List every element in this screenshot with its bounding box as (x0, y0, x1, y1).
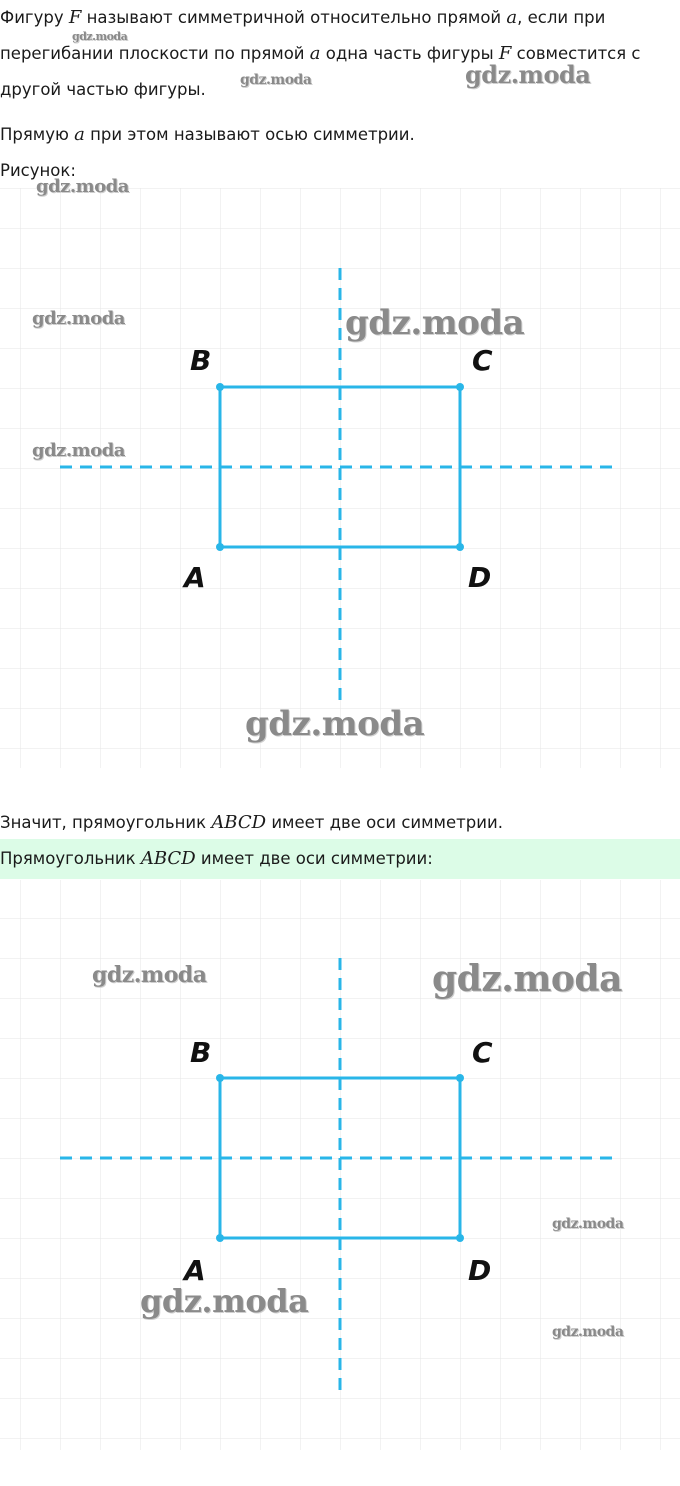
watermark: gdz.moda (245, 704, 425, 744)
watermark: gdz.moda (92, 962, 207, 988)
watermark: gdz.moda (552, 1216, 624, 1232)
figure-caption: Рисунок: (0, 161, 76, 180)
definition-line-2: перегибании плоскости по прямой a одна часть фигуры F совместится с (0, 43, 641, 64)
definition-line-3: другой частью фигуры. (0, 80, 206, 99)
var-f: F (68, 7, 82, 28)
label-a: A (184, 561, 206, 594)
watermark: gdz.moda (345, 303, 525, 343)
label-d-2: D (468, 1254, 492, 1287)
point-d-2 (456, 1234, 464, 1242)
watermark: gdz.moda (36, 176, 129, 197)
watermark: gdz.moda (552, 1324, 624, 1340)
watermark: gdz.moda (240, 72, 312, 88)
watermark: gdz.moda (32, 440, 125, 461)
label-d: D (468, 561, 492, 594)
axis-paragraph: Прямую a при этом называют осью симметрии. (0, 124, 415, 145)
point-b (216, 383, 224, 391)
definition-line-1: Фигуру F называют симметричной относительно прямой a, если при (0, 7, 606, 28)
label-a-2: A (184, 1254, 206, 1287)
conclusion-line: Значит, прямоугольник ABCD имеет две оси симметрии. (0, 812, 503, 833)
label-b: B (190, 344, 212, 377)
point-a (216, 543, 224, 551)
point-c (456, 383, 464, 391)
answer-line: Прямоугольник ABCD имеет две оси симметрии: (0, 848, 433, 869)
watermark: gdz.moda (72, 30, 128, 43)
label-c-2: C (472, 1036, 493, 1069)
watermark: gdz.moda (465, 60, 591, 89)
point-c-2 (456, 1074, 464, 1082)
watermark: gdz.moda (32, 308, 125, 329)
point-a-2 (216, 1234, 224, 1242)
label-b-2: B (190, 1036, 212, 1069)
watermark: gdz.moda (140, 1282, 309, 1320)
var-a: a (506, 7, 518, 28)
label-c: C (472, 344, 493, 377)
point-d (456, 543, 464, 551)
point-b-2 (216, 1074, 224, 1082)
watermark: gdz.moda (432, 958, 622, 1000)
